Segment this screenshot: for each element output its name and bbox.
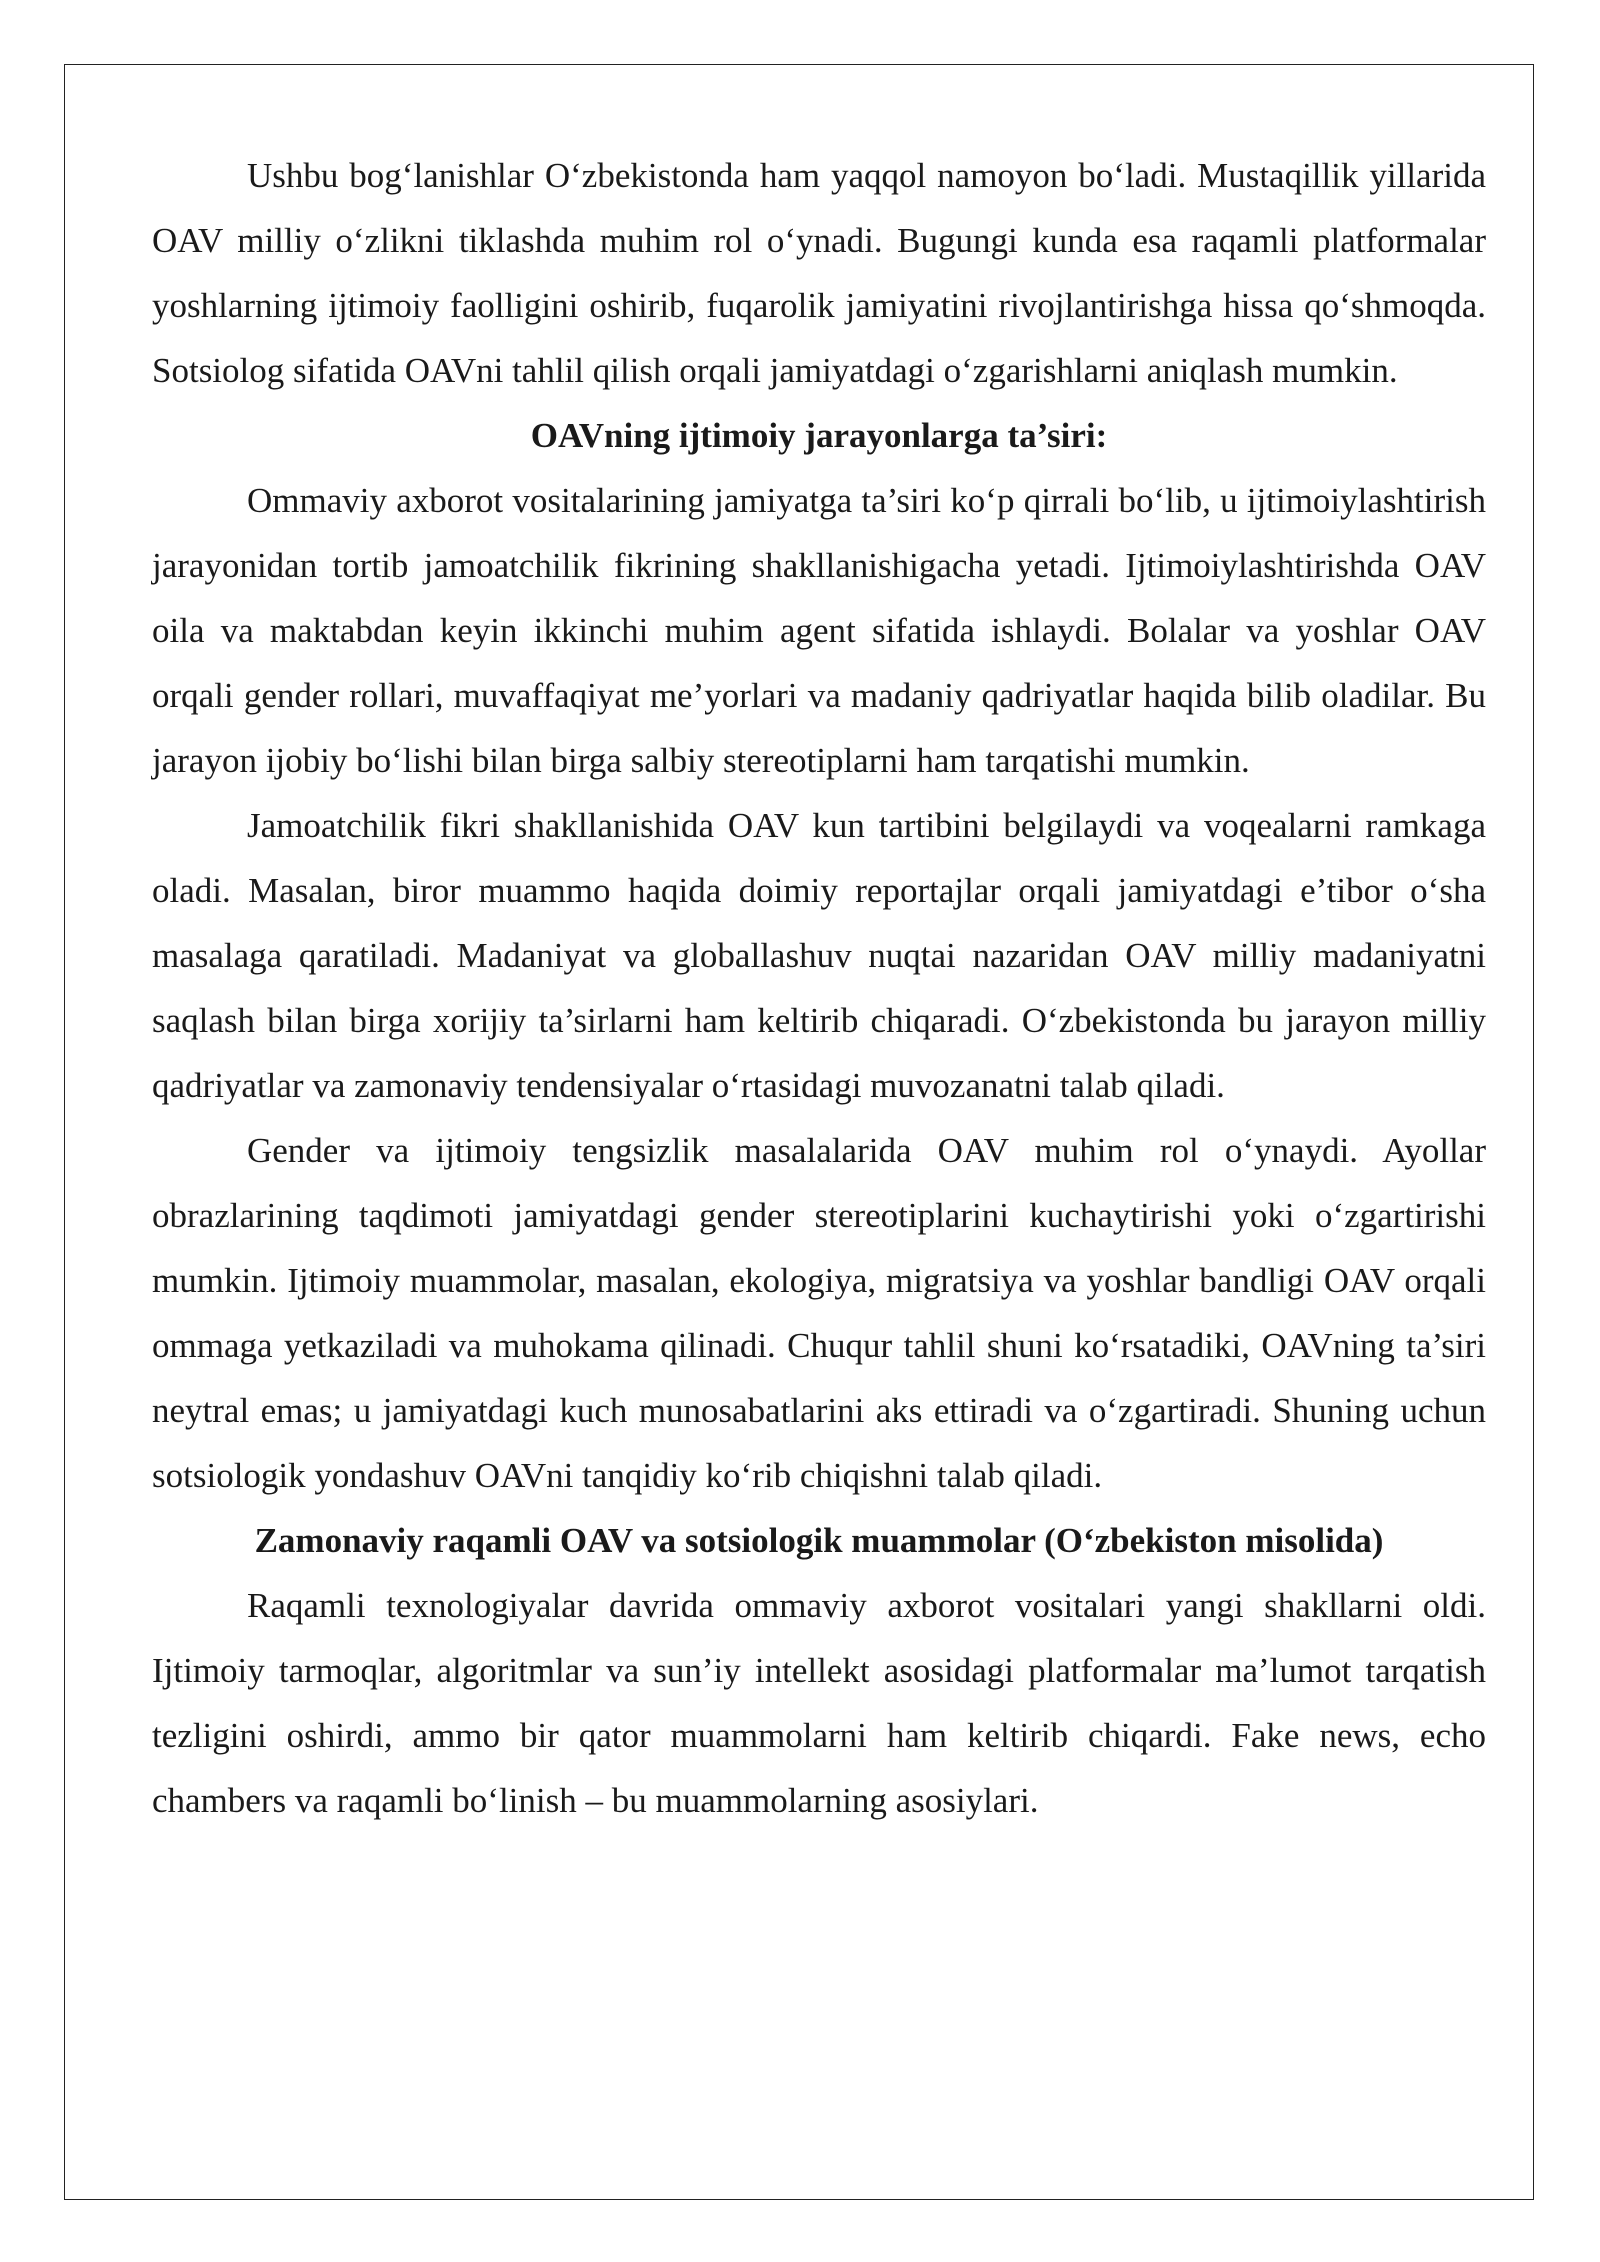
heading-social-impact: OAVning ijtimoiy jarayonlarga ta’siri: xyxy=(530,416,1108,455)
paragraph-media-influence: Ommaviy axborot vositalarining jamiyatga ta’siri ko‘p qirrali bo‘lib, u ijtimoiylashtirish jarayonidan tortib jamoatchilik fikrining shakllanishigacha yetadi. Ijtimoiylashtirishda OAV oila va maktabdan keyin ikkinchi muhim agent sifatida ishlaydi. Bolalar va yoshlar OAV orqali gender rollari, muvaffaqiyat me’yorlari va madaniy qadriyatlar haqida bilib oladilar. Bu jarayon ijobiy bo‘lishi bilan birga salbiy stereotiplarni ham tarqatishi mumkin. xyxy=(152,481,1486,780)
paragraph-uzbekistan-links: Ushbu bog‘lanishlar O‘zbekistonda ham yaqqol namoyon bo‘ladi. Mustaqillik yillarida OAV milliy o‘zlikni tiklashda muhim rol o‘ynadi. Bugungi kunda esa raqamli platformalar yoshlarning ijtimoiy faolligini oshirib, fuqarolik jamiyatini rivojlantirishga hissa qo‘shmoqda. Sotsiolog sifatida OAVni tahlil qilish orqali jamiyatdagi o‘zgarishlarni aniqlash mumkin. xyxy=(152,156,1486,390)
paragraph-digital-technologies: Raqamli texnologiyalar davrida ommaviy axborot vositalari yangi shakllarni oldi. Ijtimoiy tarmoqlar, algoritmlar va sun’iy intellekt asosidagi platformalar ma’lumot tarqatish tezligini oshirdi, ammo bir qator muammolarni ham keltirib chiqardi. Fake news, echo chambers va raqamli bo‘linish – bu muammolarning asosiylari. xyxy=(152,1586,1486,1820)
heading-digital-media: Zamonaviy raqamli OAV va sotsiologik muammolar (O‘zbekiston misolida) xyxy=(254,1521,1384,1560)
document-body xyxy=(152,143,1486,1833)
paragraph-public-opinion: Jamoatchilik fikri shakllanishida OAV kun tartibini belgilaydi va voqealarni ramkaga oladi. Masalan, biror muammo haqida doimiy reportajlar orqali jamiyatdagi e’tibor o‘sha masalaga qaratiladi. Madaniyat va globallashuv nuqtai nazaridan OAV milliy madaniyatni saqlash bilan birga xorijiy ta’sirlarni ham keltirib chiqaradi. O‘zbekistonda bu jarayon milliy qadriyatlar va zamonaviy tendensiyalar o‘rtasidagi muvozanatni talab qiladi. xyxy=(152,806,1486,1105)
paragraph-gender-inequality: Gender va ijtimoiy tengsizlik masalalarida OAV muhim rol o‘ynaydi. Ayollar obrazlarining taqdimoti jamiyatdagi gender stereotiplarini kuchaytirishi yoki o‘zgartirishi mumkin. Ijtimoiy muammolar, masalan, ekologiya, migratsiya va yoshlar bandligi OAV orqali ommaga yetkaziladi va muhokama qilinadi. Chuqur tahlil shuni ko‘rsatadiki, OAVning ta’siri neytral emas; u jamiyatdagi kuch munosabatlarini aks ettiradi va o‘zgartiradi. Shuning uchun sotsiologik yondashuv OAVni tanqidiy ko‘rib chiqishni talab qiladi. xyxy=(152,1131,1486,1495)
